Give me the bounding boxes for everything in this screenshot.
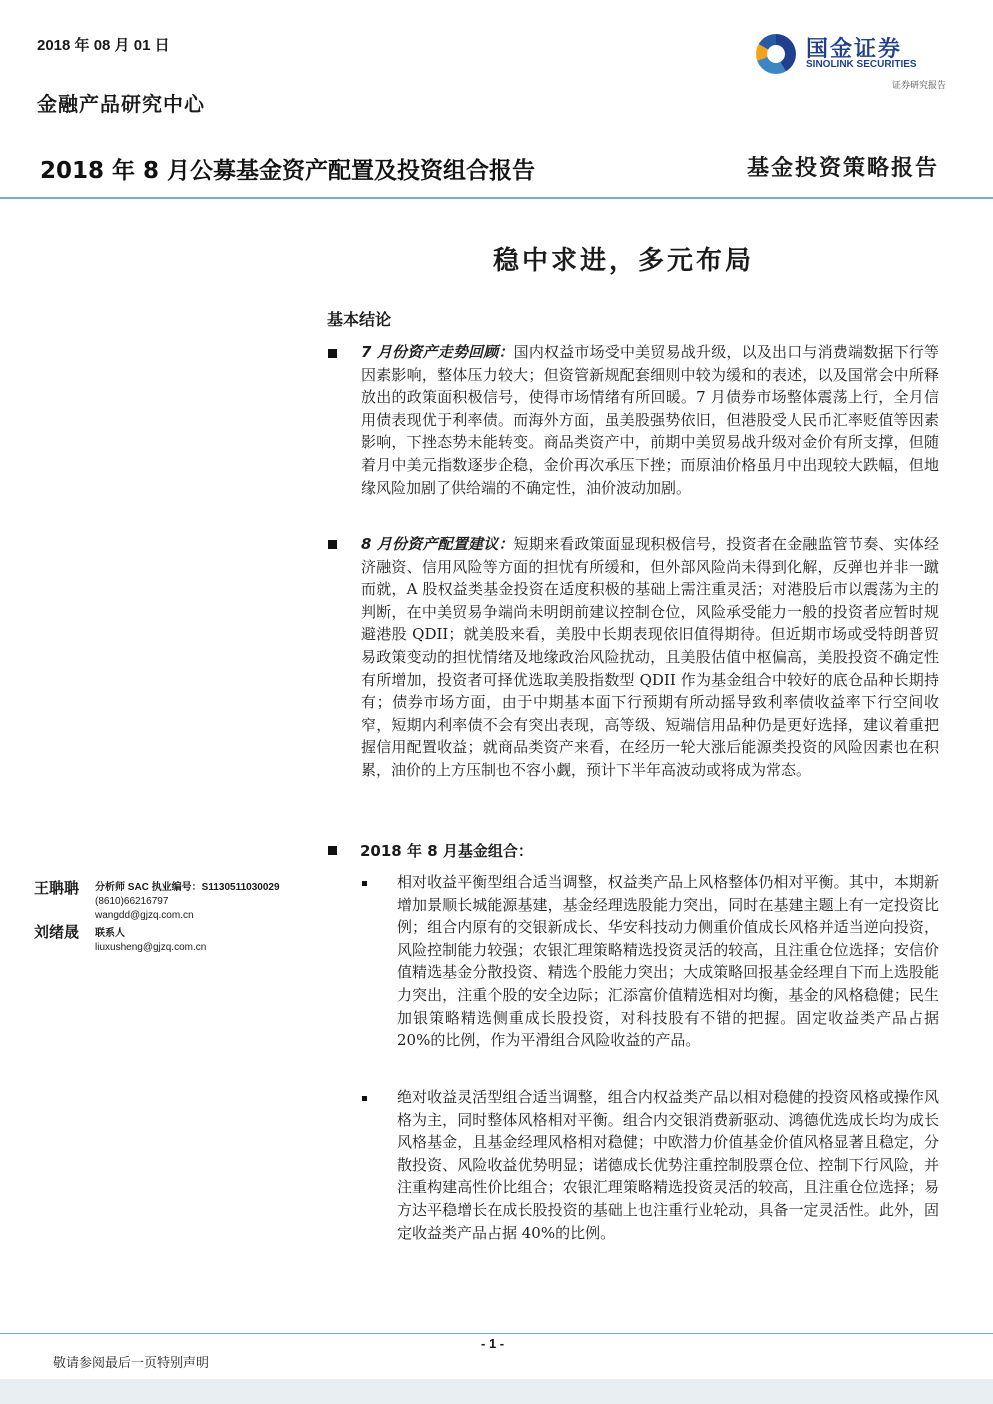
sub-bullet-paragraph-2: 绝对收益灵活型组合适当调整，组合内权益类产品以相对稳健的投资风格或操作风格为主，同时整体风格相对平衡。组合内交银消费新驱动、鸿德优选成长均为成长风格基金，且基金经理风格相对稳健；中欧潜力价值基金价值风格显著且稳定，分散投资、风险收益优势明显；诺德成长优势注重控制股票仓位、控制下行风险，并注重构建高性价比组合；农银汇理策略精选投资灵活的较高，且注重仓位选择；易方达平稳增长在成长股投资的基础上也注重行业轮动，具备一定灵活性。此外，固定收益类产品占据 40%的比例。 <box>397 1088 939 1242</box>
analyst-title-2: 联系人 <box>95 928 125 939</box>
bullet-square-icon <box>328 540 337 549</box>
combo-heading: 2018 年 8 月基金组合： <box>360 842 533 860</box>
logo-subtitle: 证券研究报告 <box>891 81 946 91</box>
bullet-label-2: 8 月份资产配置建议： <box>361 535 514 553</box>
sub-bullet-paragraph-1: 相对收益平衡型组合适当调整，权益类产品上风格整体仍相对平衡。其中，本期新增加景顺长城能源基建，基金经理选股能力突出，同时在基建主题上有一定投资比例；组合内原有的交银新成长、华安科技动力侧重价值成长风格并适当逆向投资，风险控制能力较强；农银汇理策略精选投资灵活的较高，且注重仓位选择；安信价值精选基金分散投资、精选个股能力突出；大成策略回报基金经理自下而上选股能力突出，注重个股的安全边际；汇添富价值精选相对均衡，基金的风格稳健；民生加银策略精选侧重成长股投资，对科技股有不错的把握。固定收益类产品占据 20%的比例，作为平滑组合风险收益的产品。 <box>397 873 939 1050</box>
page-number: - 1 - <box>481 1336 505 1351</box>
sub-bullet-icon <box>362 881 367 886</box>
analyst-name-1: 王聃聃 <box>34 879 80 897</box>
headline: 稳中求进，多元布局 <box>493 246 755 276</box>
analyst-phone-1: (8610)66216797 <box>95 896 169 907</box>
report-title: 2018 年 8 月公募基金资产配置及投资组合报告 <box>40 158 536 184</box>
analyst-email-2: liuxusheng@gjzq.com.cn <box>95 942 207 953</box>
bullet-square-icon <box>328 846 337 855</box>
bullet-square-icon <box>328 349 337 358</box>
analyst-name-2: 刘绪晟 <box>34 923 80 941</box>
bottom-band <box>0 1379 993 1404</box>
report-date: 2018 年 08 月 01 日 <box>37 37 170 54</box>
footer-disclaimer-note: 敬请参阅最后一页特别声明 <box>53 1356 210 1371</box>
bullet-text-1: 国内权益市场受中美贸易战升级，以及出口与消费端数据下行等因素影响，整体压力较大；但资管新规配套细则中较为缓和的表述，以及国常会中所释放出的政策面积极信号，使得市场情绪有所回暖。7 月债券市场整体震荡上行，全月信用债表现优于利率债。而海外方面，虽美股强势依旧，但港股受人民币汇率贬值等因素影响，下挫态势未能转变。商品类资产中，前期中美贸易战升级对金价有所支撑，但随着月中美元指数逐步企稳，金价再次承压下挫；而原油价格虽月中出现较大跌幅，但地缘风险加剧了供给端的不确定性，油价波动加剧。 <box>361 343 939 497</box>
department-name: 金融产品研究中心 <box>37 92 205 116</box>
analyst-info-1 <box>95 881 280 923</box>
header-divider <box>0 197 993 199</box>
footer-divider <box>0 1333 993 1334</box>
logo-en-text: SINOLINK SECURITIES <box>806 59 917 70</box>
analyst-info-2 <box>95 927 206 955</box>
sub-bullet-icon <box>362 1096 367 1101</box>
bullet-label-1: 7 月份资产走势回顾： <box>361 343 514 361</box>
analyst-title-1: 分析师 SAC 执业编号：S1130511030029 <box>95 882 280 893</box>
bullet-paragraph-2 <box>361 533 939 782</box>
section-title: 基本结论 <box>327 310 392 329</box>
analyst-email-1: wangdd@gjzq.com.cn <box>95 910 194 921</box>
logo-cn-text: 国金证券 <box>806 37 903 62</box>
logo-emblem-icon <box>756 34 796 74</box>
company-logo <box>756 30 946 100</box>
bullet-text-2: 短期来看政策面显现积极信号，投资者在金融监管节奏、实体经济融资、信用风险等方面的担忧有所缓和，但外部风险尚未得到化解，反弹也并非一蹴而就，A 股权益类基金投资在适度积极的基础上需注重灵活；对港股后市以震荡为主的判断，在中美贸易争端尚未明朗前建议控制仓位，风险承受能力一般的投资者应暂时规避港股 QDII；就美股来看，美股中长期表现依旧值得期待。但近期市场或受特朗普贸易政策变动的担忧情绪及地缘政治风险扰动，且美股估值中枢偏高，美股投资不确定性有所增加，投资者可择优选取美股指数型 QDII 作为基金组合中较好的底仓品种长期持有；债券市场方面，由于中期基本面下行预期有所动摇导致利率债收益率下行空间收窄，短期内利率债不会有突出表现，高等级、短端信用品种仍是更好选择，建议着重把握信用配置收益；就商品类资产来看，在经历一轮大涨后能源类投资的风险因素也在积累，油价的上方压制也不容小觑，预计下半年高波动或将成为常态。 <box>361 535 939 779</box>
bullet-paragraph-1 <box>361 341 939 499</box>
report-type: 基金投资策略报告 <box>746 155 939 181</box>
